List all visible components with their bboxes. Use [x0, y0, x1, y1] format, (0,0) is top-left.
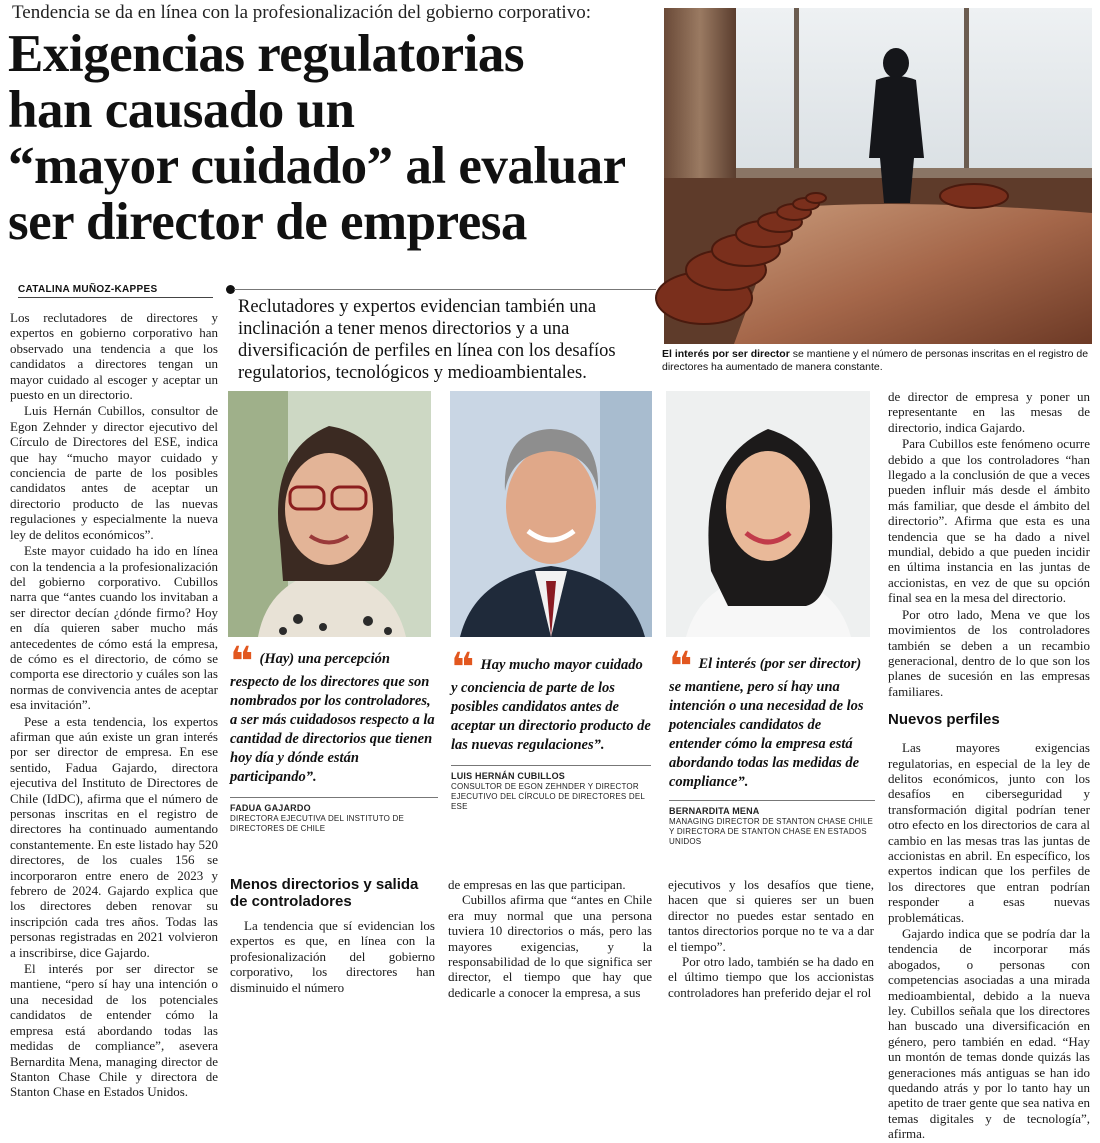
quote-role: MANAGING DIRECTOR DE STANTON CHASE CHILE Y DIRECTORA DE STANTON CHASE EN ESTADOS UNIDOS: [669, 817, 874, 846]
caption-text: se mantiene y el número de personas inscritas en el registro de directores ha aumentado de manera constante.: [662, 348, 1089, 373]
body-column-1: [10, 310, 218, 1101]
quote-divider: [451, 765, 651, 766]
caption-bold: El interés por ser director: [662, 348, 790, 360]
section-title: Nuevos perfiles: [888, 711, 1000, 729]
lead-line: regulatorios, tecnológicos y medioambientales.: [238, 363, 587, 383]
headline-line: han causado un: [8, 81, 355, 139]
body-column-4: [888, 389, 1090, 1143]
photo-caption: [662, 348, 1092, 374]
pull-quote-fadua: [230, 639, 438, 834]
paragraph: Pese a esta tendencia, los expertos afirman que aún existe un gran interés por ser director de empresa. En ese sentido, Fadua Gajardo, directora ejecutiva del Instituto de Directores de Chile (IdDC), afirma que el número de personas inscritas en el registro de directores ha continuado aumentando constantemente. En este listado hay 520 directores, de los cuales 156 se incorporaron entre enero de 2023 y febrero de 2024. Gajardo explica que los directores deben renovar su inscripción cada tres años. Todas las personas registradas en 2021 volvieron a inscribirse, dice Gajardo.: [10, 713, 218, 960]
quote-role: CONSULTOR DE EGON ZEHNDER Y DIRECTOR EJECUTIVO DEL CÍRCULO DE DIRECTORES DEL ESE: [451, 782, 645, 811]
quote-author: FADUA GAJARDO: [230, 803, 311, 813]
portrait-bernardita-mena: [666, 391, 870, 637]
byline: CATALINA MUÑOZ-KAPPES: [18, 284, 158, 295]
lead-paragraph: [238, 296, 658, 384]
lead-line: inclinación a tener menos directorios y a una: [238, 319, 570, 339]
headline: [8, 26, 658, 250]
quote-mark-icon: ❝: [669, 644, 693, 690]
portrait-fadua-gajardo: [228, 391, 431, 637]
headline-line: “mayor cuidado” al evaluar: [8, 137, 626, 195]
paragraph: Este mayor cuidado ha ido en línea con la tendencia a la profesionalización del gobierno corporativo. Cubillos narra que “antes cuando los invitaban a ser director decían ¿dónde firmo? Hoy en día quieren saber mucho más antecedentes de cómo está la empresa, de cómo es el directorio, de cómo se comporta ese directorio y cuáles son las normas de convivencia antes de aceptar esa invitación”.: [10, 543, 218, 713]
paragraph: Por otro lado, también se ha dado en el último tiempo que los accionistas controladores han preferido dejar el rol: [668, 954, 874, 1000]
lead-divider: [234, 289, 656, 290]
paragraph: Los reclutadores de directores y expertos en gobierno corporativo han observado una tendencia a que los candidatos a directores tengan un mayor cuidado al escoger y aceptar un puesto en un directorio.: [10, 310, 218, 403]
paragraph: Cubillos afirma que “antes en Chile era muy normal que una persona tuviera 10 directorios o más, pero las mayores exigencias, y la responsabilidad de lo que significa ser director, el tiempo que hay que dedicarle a conocer la empresa, a sus: [448, 892, 652, 1000]
paragraph: El interés por ser director se mantiene, “pero sí hay una intención o una necesidad de los potenciales candidatos de entender cómo la empresa está abordando todas las medidas de compliance”, asevera Bernardita Mena, managing director de Stanton Chase Chile y directora de Stanton Chase en Estados Unidos.: [10, 961, 218, 1100]
paragraph: de empresas en las que participan.: [448, 877, 626, 892]
quote-author: BERNARDITA MENA: [669, 806, 760, 816]
paragraph: La tendencia que sí evidencian los expertos es que, en línea con la profesionalización del gobierno corporativo, los directores han disminuido el número: [230, 918, 435, 995]
kicker: Tendencia se da en línea con la profesionalización del gobierno corporativo:: [12, 2, 591, 23]
paragraph: Para Cubillos este fenómeno ocurre debido a que los controladores “han llegado a la conclusión de que a veces pueden influir más desde el ámbito más familiar, que desde el ámbito del directorio”. Afirma que esta es una tendencia que se ha dado a nivel mundial, debido a que pueden incidir en última instancia en las juntas de accionistas, en vez de que su opción final sea en la mesa del directorio.: [888, 436, 1090, 606]
paragraph: ejecutivos y los desafíos que tiene, hacen que si quieres ser un buen director no puedes estar sentado en tantos directorios porque no te va a dar el tiempo”.: [668, 877, 874, 954]
portrait-luis-hernan-cubillos: [450, 391, 652, 637]
paragraph: de director de empresa y poner un representante en las mesas de directorio, indica Gajardo.: [888, 389, 1090, 435]
quote-attribution: [669, 806, 875, 847]
paragraph: Luis Hernán Cubillos, consultor de Egon Zehnder y director ejecutivo del Círculo de Directores del ESE, indica que hay “mucho mayor cuidado y conciencia de parte de los posibles candidatos antes de aceptar un directorio producto de las nuevas regulaciones y especialmente la nueva ley de delitos económicos”.: [10, 403, 218, 542]
body-column-3-bottom: [668, 877, 874, 1000]
headline-line: ser director de empresa: [8, 193, 527, 251]
quote-mark-icon: ❝: [230, 639, 254, 685]
paragraph: Las mayores exigencias regulatorias, en especial de la ley de delitos económicos, junto con los desafíos en ciberseguridad y transformación digital podrían tener otro efecto en los directorios de cara al cambio en las mesas tras las juntas de accionistas en abril. En específico, los expertos indican que los perfiles de los directores que entran podrían responder a esas nuevas problemáticas.: [888, 740, 1090, 925]
quote-attribution: [451, 771, 651, 812]
quote-author: LUIS HERNÁN CUBILLOS: [451, 771, 565, 781]
quote-mark-icon: ❝: [451, 645, 475, 691]
quote-divider: [669, 800, 875, 801]
quote-text: Hay mucho mayor cuidado y conciencia de parte de los posibles candidatos antes de aceptar un directorio producto de las nuevas regulaciones”.: [451, 657, 651, 753]
headline-line: Exigencias regulatorias: [8, 25, 525, 83]
paragraph: Gajardo indica que se podría dar la tendencia de incorporar más abogados, o personas con competencias asociadas a una mirada medioambiental, debido a la nueva ley. Cubillos señala que los directores han buscado una diversificación en género, pero también en edad. “Hay un montón de temas donde quizás las generaciones más antiguas se han ido quedando atrás y por lo tanto hay un apetito de traer gente que sea nativa en temas digitales y de tecnología”, afirma.: [888, 926, 1090, 1142]
body-column-2-bottom: [448, 877, 652, 1000]
quote-divider: [230, 797, 438, 798]
section-title: Menos directorios y salida de controladores: [230, 876, 419, 910]
pull-quote-cubillos: [451, 645, 651, 812]
byline-divider: [18, 297, 213, 298]
section-menos-directorios: [230, 876, 435, 995]
quote-text: El interés (por ser director) se mantiene, pero sí hay una intención o una necesidad de los potenciales candidatos de entender cómo la empresa está abordando todas las medidas de compliance”.: [669, 656, 864, 790]
pull-quote-mena: [669, 644, 875, 847]
lead-line: diversificación de perfiles en línea con los desafíos: [238, 341, 616, 361]
quote-attribution: [230, 803, 438, 834]
quote-role: DIRECTORA EJECUTIVA DEL INSTITUTO DE DIRECTORES DE CHILE: [230, 814, 405, 833]
quote-text: (Hay) una percepción respecto de los directores que son nombrados por los controladores, a ser más cuidadosos respecto a la cantidad de directorios que tienen hoy día y dónde están participando”.: [230, 651, 435, 785]
lead-line: Reclutadores y expertos evidencian también una: [238, 297, 597, 317]
paragraph: Por otro lado, Mena ve que los movimientos de los controladores también se deben a un recambio generacional, dentro de lo que son los planes de sucesión en las empresas familiares.: [888, 606, 1090, 699]
boardroom-photo: [664, 8, 1092, 344]
